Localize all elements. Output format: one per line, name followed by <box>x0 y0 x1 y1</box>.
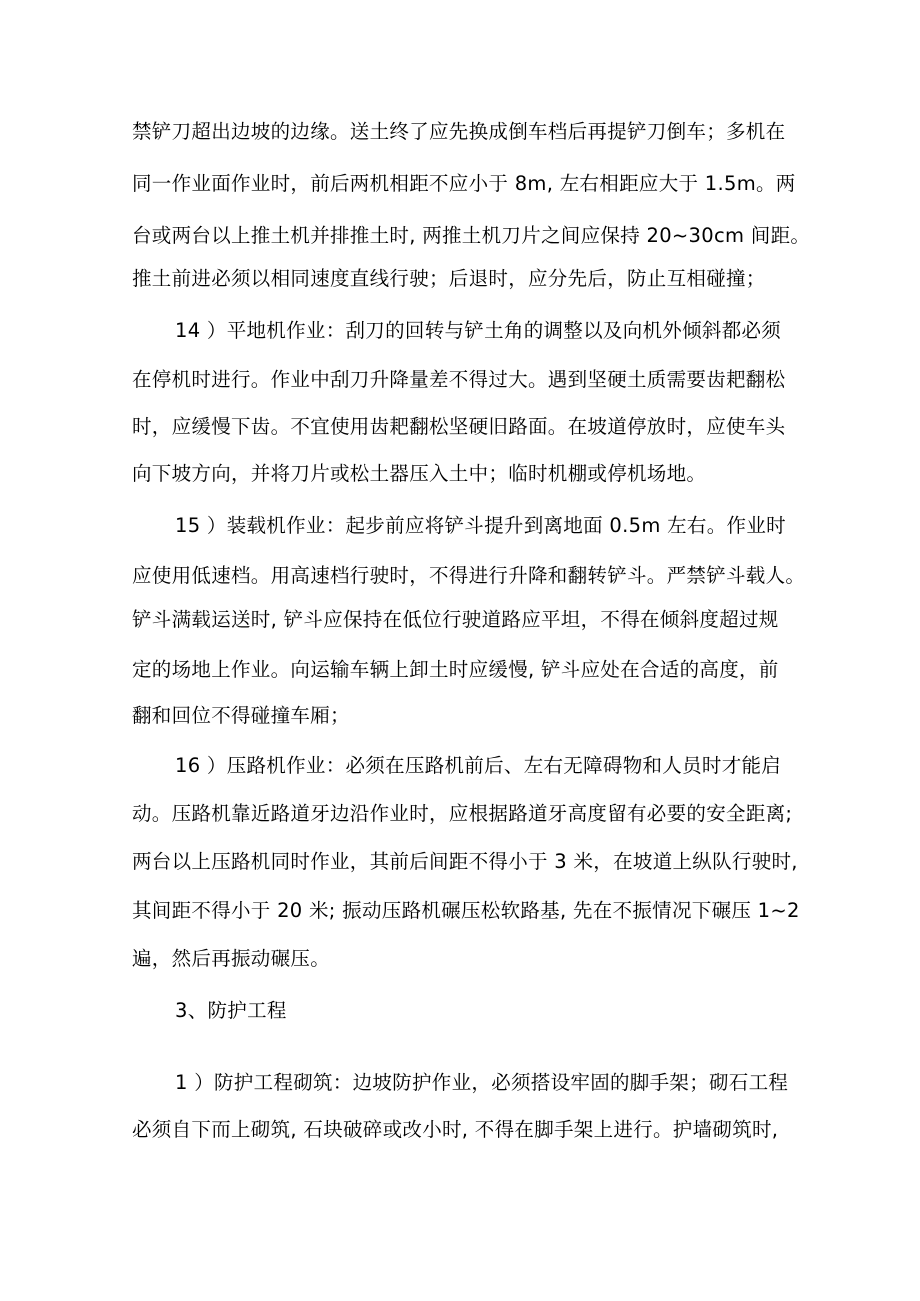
text-line: 动。压路机靠近路道牙边沿作业时，应根据路道牙高度留有必要的安全距离; <box>132 802 793 825</box>
text-line: 铲斗满载运送时, 铲斗应保持在低位行驶道路应平坦，不得在倾斜度超过规 <box>132 608 779 631</box>
paragraph-1-heading: 1 ）防护工程砌筑：边坡防护作业，必须搭设牢固的脚手架；砌石工程 <box>175 1071 789 1094</box>
text-line: 推土前进必须以相同速度直线行驶；后退时，应分先后，防止互相碰撞； <box>132 267 766 290</box>
text-line: 在停机时进行。作业中刮刀升降量差不得过大。遇到坚硬土质需要齿耙翻松 <box>132 368 786 391</box>
section-heading: 3、防护工程 <box>175 999 287 1022</box>
paragraph-15-heading: 15 ）装载机作业：起步前应将铲斗提升到离地面 0.5m 左右。作业时 <box>175 514 786 537</box>
text-line: 必须自下而上砌筑, 石块破碎或改小时, 不得在脚手架上进行。护墙砌筑时, <box>132 1118 779 1141</box>
text-line: 向下坡方向，并将刀片或松土器压入土中；临时机棚或停机场地。 <box>132 462 707 485</box>
text-line: 定的场地上作业。向运输车辆上卸土时应缓慢, 铲斗应处在合适的高度，前 <box>132 658 779 681</box>
text-line: 遍，然后再振动碾压。 <box>132 947 331 970</box>
paragraph-16-heading: 16 ）压路机作业：必须在压路机前后、左右无障碍物和人员时才能启 <box>175 754 782 777</box>
text-line: 应使用低速档。用高速档行驶时，不得进行升降和翻转铲斗。严禁铲斗载人。 <box>132 564 806 587</box>
text-line: 其间距不得小于 20 米; 振动压路机碾压松软路基, 先在不振情况下碾压 1~2 <box>132 899 800 922</box>
text-line: 两台以上压路机同时作业，其前后间距不得小于 3 米，在坡道上纵队行驶时, <box>132 850 798 873</box>
text-line: 禁铲刀超出边坡的边缘。送土终了应先换成倒车档后再提铲刀倒车；多机在 <box>132 120 786 143</box>
text-line: 台或两台以上推土机并排推土时, 两推土机刀片之间应保持 20~30cm 间距。 <box>132 224 811 247</box>
text-line: 时，应缓慢下齿。不宜使用齿耙翻松坚硬旧路面。在坡道停放时，应使车头 <box>132 415 786 438</box>
text-line: 同一作业面作业时，前后两机相距不应小于 8m, 左右相距应大于 1.5m。两 <box>132 172 796 195</box>
text-line: 翻和回位不得碰撞车厢； <box>132 704 350 727</box>
paragraph-14-heading: 14 ）平地机作业：刮刀的回转与铲土角的调整以及向机外倾斜都必须 <box>175 319 782 342</box>
